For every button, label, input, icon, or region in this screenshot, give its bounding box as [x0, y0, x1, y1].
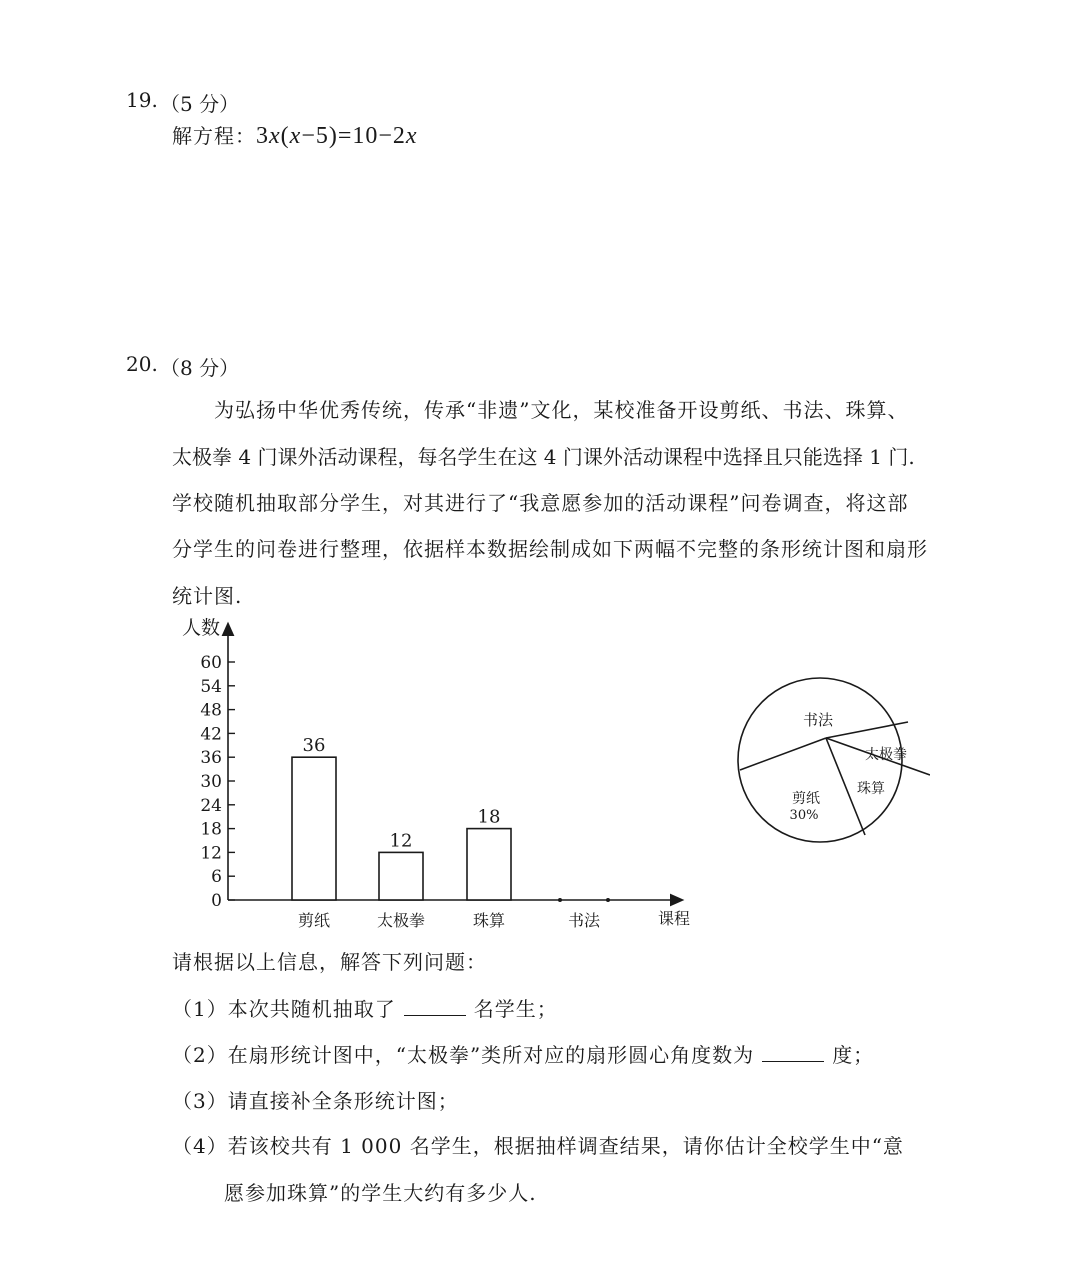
x-axis-label: 课程	[658, 909, 691, 928]
q19-score: （5 分）	[160, 92, 240, 116]
empty-bar-marker	[606, 898, 610, 902]
pie-percent-jianzhi: 30%	[789, 808, 819, 823]
q20-sub2-answer-blank[interactable]	[762, 1043, 824, 1062]
q20-sub2-suffix: 度；	[832, 1043, 875, 1067]
bar-3	[467, 829, 511, 900]
y-tick-label: 54	[200, 676, 222, 697]
q20-sub1-answer-blank[interactable]	[404, 997, 466, 1016]
y-tick-label: 60	[200, 653, 222, 673]
q20-instruction: 请根据以上信息，解答下列问题：	[172, 950, 487, 974]
bar-value-label: 36	[302, 735, 326, 757]
q20-sub4-line-1: （4）若该校共有 1 000 名学生，根据抽样调查结果，请你估计全校学生中“意	[172, 1134, 904, 1158]
y-axis-label: 人数	[182, 617, 221, 639]
y-tick-label: 42	[200, 724, 222, 745]
bar-chart	[150, 610, 710, 940]
y-tick-label: 30	[200, 772, 222, 792]
bar-1	[292, 757, 336, 900]
y-tick-label: 24	[200, 795, 222, 816]
y-tick-label: 18	[200, 819, 222, 840]
y-tick-label: 48	[200, 700, 222, 721]
empty-bar-marker	[558, 898, 562, 902]
pie-label-zhusuan: 珠算	[857, 781, 885, 797]
bar-value-label: 12	[389, 830, 413, 852]
pie-label-jianzhi: 剪纸	[792, 791, 820, 807]
x-category-label: 书法	[567, 911, 601, 930]
y-tick-label: 6	[211, 867, 222, 888]
pie-label-taijiquan: 太极拳	[865, 747, 907, 763]
x-category-label: 太极拳	[376, 911, 426, 930]
q19-prompt	[172, 120, 418, 150]
bar-2	[379, 852, 423, 900]
x-category-label: 珠算	[472, 911, 506, 930]
bar-value-label: 18	[477, 806, 501, 828]
pie-chart	[730, 675, 930, 850]
q19-number: 19.	[126, 88, 158, 112]
q20-paragraph-line-2: 太极拳 4 门课外活动课程，每名学生在这 4 门课外活动课程中选择且只能选择 1 门.	[172, 445, 915, 469]
q20-paragraph-line-1: 为弘扬中华优秀传统，传承“非遗”文化，某校准备开设剪纸、书法、珠算、	[214, 398, 909, 422]
q19-prompt-label: 解方程：	[172, 124, 256, 148]
q20-score: （8 分）	[160, 356, 240, 380]
q20-number: 20.	[126, 352, 158, 376]
q20-sub1-suffix: 名学生；	[473, 997, 558, 1021]
y-tick-label: 0	[211, 891, 222, 911]
q20-paragraph-line-5: 统计图.	[172, 584, 243, 608]
q20-paragraph-line-4: 分学生的问卷进行整理，依据样本数据绘制成如下两幅不完整的条形统计图和扇形	[172, 537, 928, 561]
x-category-label: 剪纸	[297, 911, 331, 930]
q20-paragraph-line-3: 学校随机抽取部分学生，对其进行了“我意愿参加的活动课程”问卷调查，将这部	[172, 491, 909, 515]
q20-sub1	[172, 993, 558, 1022]
q19-equation: 3x(x−5)=10−2x	[256, 123, 418, 149]
q20-sub2-text: （2）在扇形统计图中，“太极拳”类所对应的扇形圆心角度数为	[172, 1043, 755, 1067]
q20-sub1-text: （1）本次共随机抽取了	[172, 997, 396, 1021]
y-tick-label: 36	[200, 748, 222, 769]
q20-sub3: （3）请直接补全条形统计图；	[172, 1089, 459, 1113]
y-tick-label: 12	[200, 843, 222, 864]
q20-sub2	[172, 1039, 874, 1068]
pie-label-shufa: 书法	[802, 711, 834, 729]
q20-sub4-line-2: 愿参加珠算”的学生大约有多少人.	[224, 1181, 537, 1205]
